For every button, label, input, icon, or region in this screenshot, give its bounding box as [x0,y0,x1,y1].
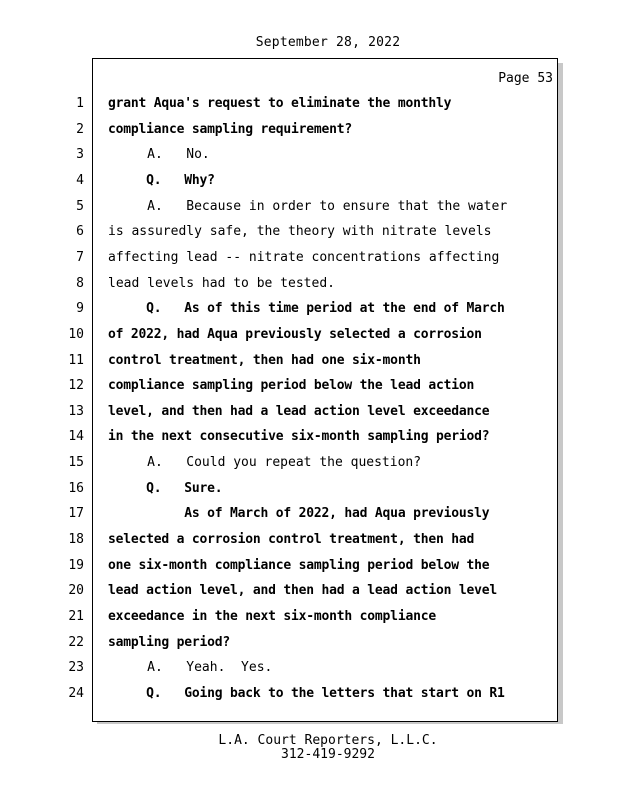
line-number: 23 [68,660,84,675]
line-text: A. No. [108,147,210,162]
line-number: 16 [68,481,84,496]
line-number: 7 [76,250,84,265]
line-text: As of March of 2022, had Aqua previously [108,506,490,521]
line-text: Q. Why? [108,173,215,188]
line-text: one six-month compliance sampling period below the [108,558,490,573]
line-number: 19 [68,558,84,573]
line-text: grant Aqua's request to eliminate the monthly [108,96,452,111]
line-number: 8 [76,276,84,291]
line-number: 3 [76,147,84,162]
line-text: Q. As of this time period at the end of March [108,301,505,316]
footer-company: L.A. Court Reporters, L.L.C. [218,733,438,748]
line-text: sampling period? [108,635,231,650]
line-number: 4 [76,173,84,188]
line-number: 20 [68,583,84,598]
line-text: in the next consecutive six-month sampling period? [108,429,490,444]
line-text: affecting lead -- nitrate concentrations affecting [108,250,500,265]
line-number: 9 [76,301,84,316]
line-text: compliance sampling period below the lead action [108,378,475,393]
line-number: 14 [68,429,84,444]
line-text: level, and then had a lead action level exceedance [108,404,490,419]
line-text: Q. Going back to the letters that start on R1 [108,686,505,701]
line-text: Q. Sure. [108,481,223,496]
line-number: 11 [68,353,84,368]
page-number: Page 53 [498,71,553,86]
line-number: 22 [68,635,84,650]
line-number: 17 [68,506,84,521]
line-number: 15 [68,455,84,470]
line-text: of 2022, had Aqua previously selected a corrosion [108,327,482,342]
line-text: A. Because in order to ensure that the water [108,199,508,214]
line-number: 21 [68,609,84,624]
line-text: is assuredly safe, the theory with nitrate levels [108,224,492,239]
line-number: 10 [68,327,84,342]
line-text: control treatment, then had one six-month [108,353,421,368]
line-text: lead levels had to be tested. [108,276,335,291]
footer-phone: 312-419-9292 [281,747,375,762]
line-text: A. Yeah. Yes. [108,660,273,675]
line-text: selected a corrosion control treatment, then had [108,532,475,547]
line-number: 13 [68,404,84,419]
line-number: 24 [68,686,84,701]
line-number: 5 [76,199,84,214]
transcript-date-header: September 28, 2022 [255,35,401,50]
line-text: compliance sampling requirement? [108,122,353,137]
line-number: 1 [76,96,84,111]
line-number: 6 [76,224,84,239]
line-number: 18 [68,532,84,547]
line-number: 12 [68,378,84,393]
line-text: A. Could you repeat the question? [108,455,422,470]
line-number: 2 [76,122,84,137]
line-text: exceedance in the next six-month compliance [108,609,436,624]
line-text: lead action level, and then had a lead action level [108,583,497,598]
